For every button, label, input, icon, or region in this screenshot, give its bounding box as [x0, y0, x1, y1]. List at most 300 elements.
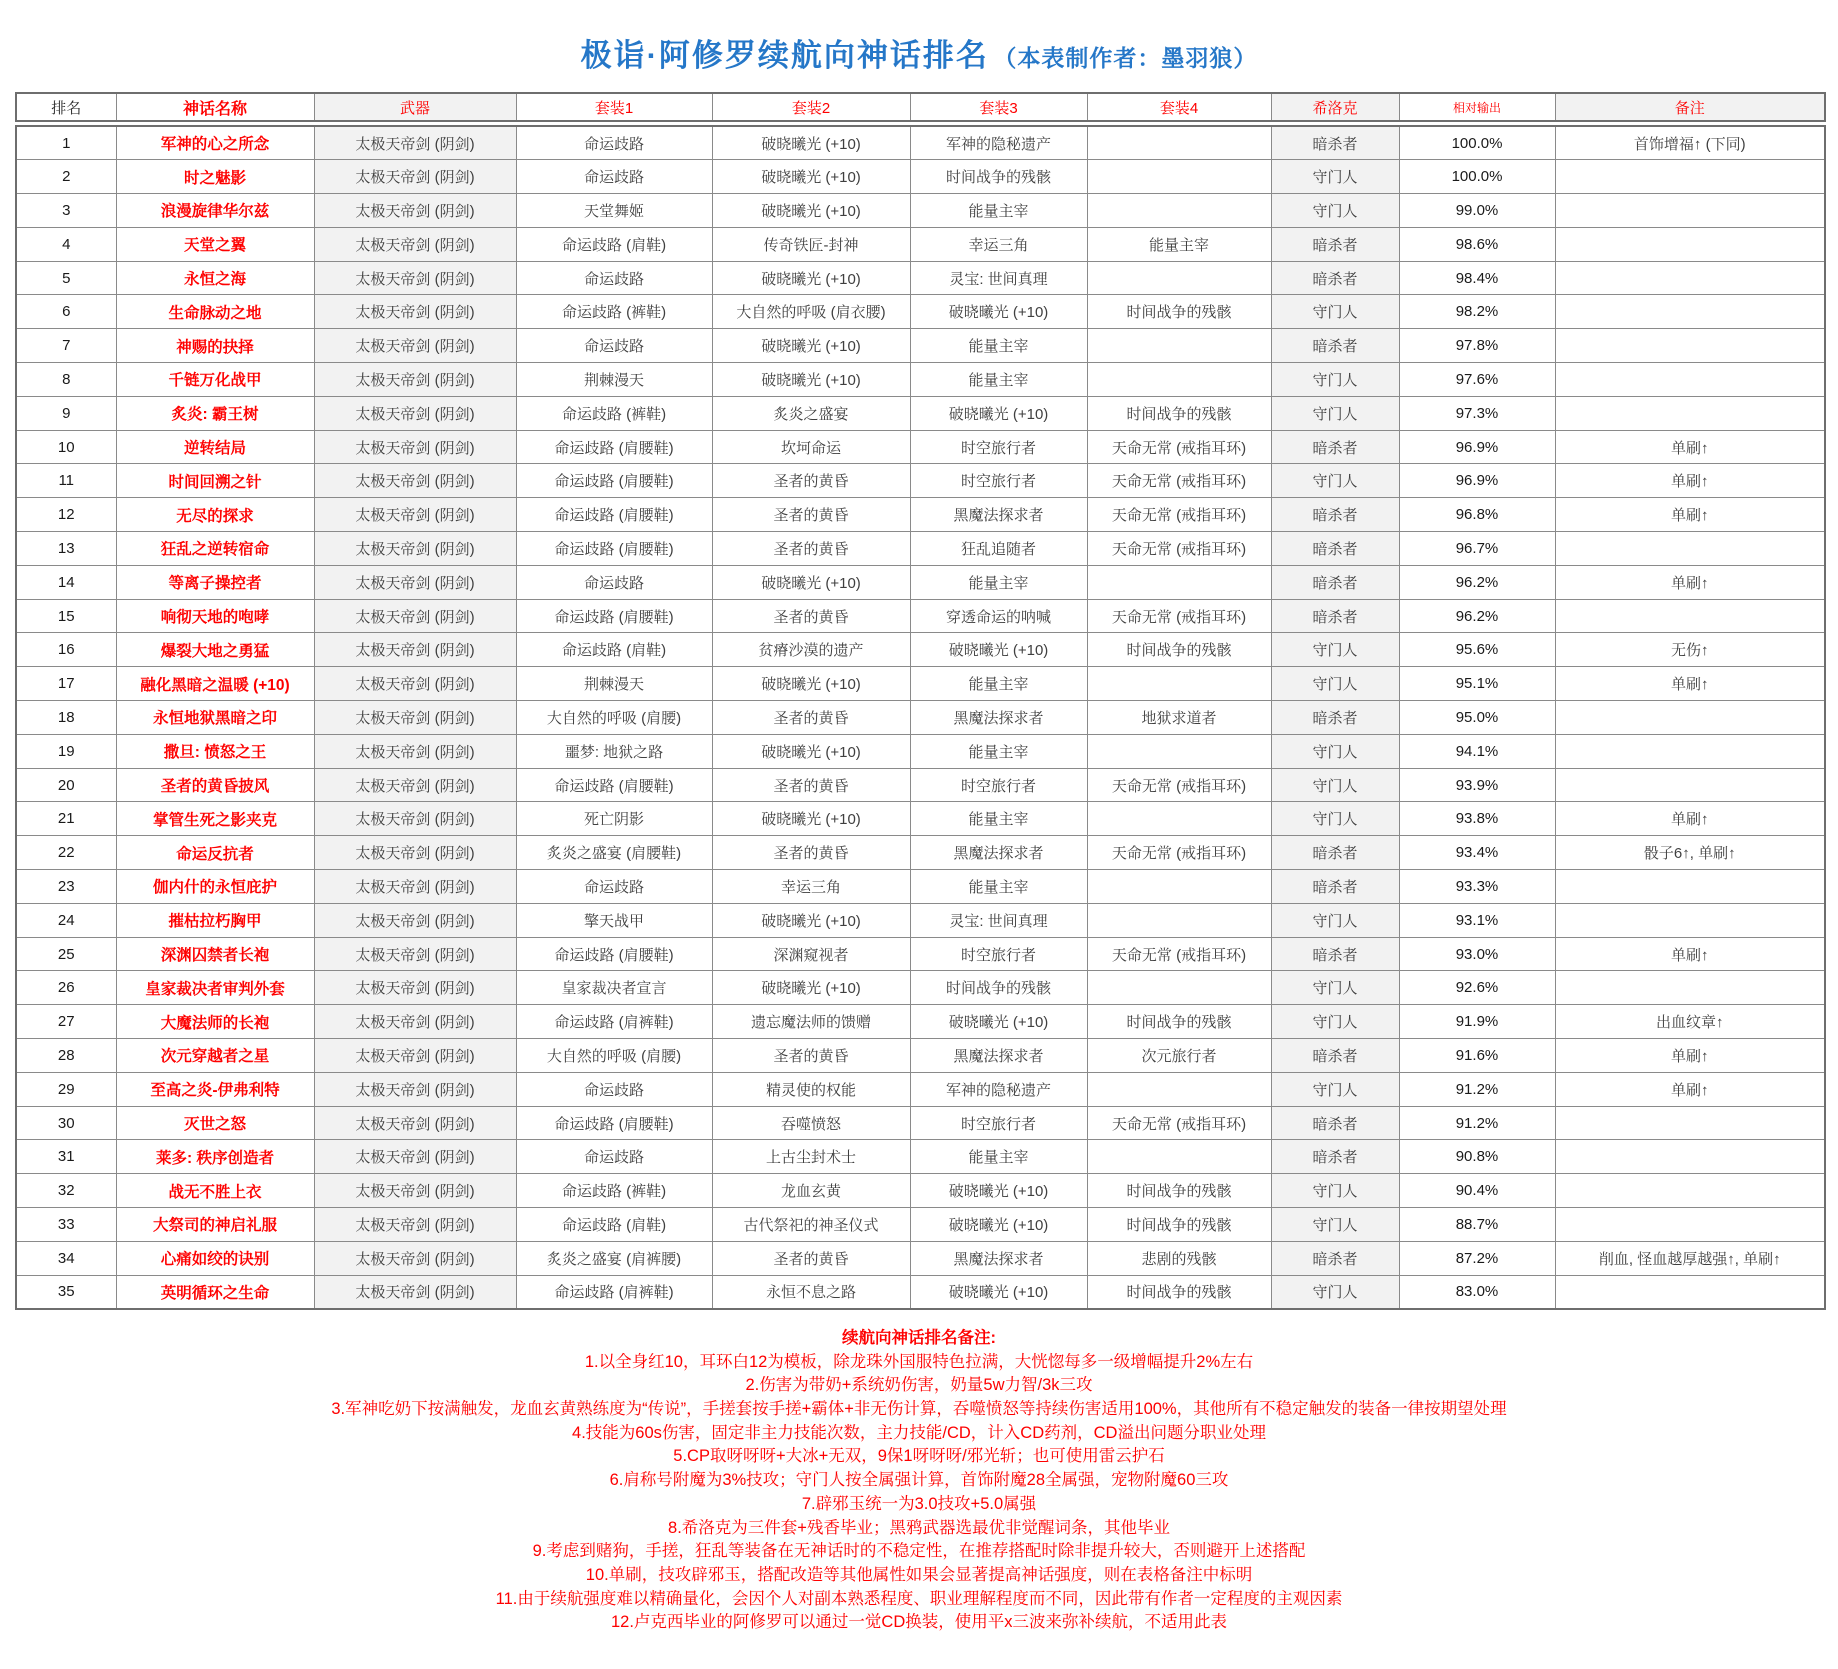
cell-set1: 皇家裁决者宣言	[516, 971, 712, 1005]
cell-weapon: 太极天帝剑 (阴剑)	[314, 498, 516, 532]
column-header-set3: 套装3	[910, 93, 1087, 121]
cell-set4: 时间战争的残骸	[1087, 295, 1271, 329]
cell-set1: 荆棘漫天	[516, 363, 712, 397]
cell-set3: 时空旅行者	[910, 1106, 1087, 1140]
table-row	[16, 295, 1825, 329]
cell-sirocco: 暗杀者	[1271, 701, 1399, 735]
cell-set1: 擎天战甲	[516, 903, 712, 937]
cell-output: 96.8%	[1399, 498, 1555, 532]
cell-set3: 时间战争的残骸	[910, 971, 1087, 1005]
cell-set3: 灵宝: 世间真理	[910, 261, 1087, 295]
column-header-name: 神话名称	[116, 93, 314, 121]
cell-output: 96.2%	[1399, 565, 1555, 599]
cell-weapon: 太极天帝剑 (阴剑)	[314, 971, 516, 1005]
cell-sirocco: 暗杀者	[1271, 1140, 1399, 1174]
table-body	[16, 126, 1825, 1309]
cell-rank: 27	[16, 1005, 116, 1039]
cell-rank: 12	[16, 498, 116, 532]
cell-set1: 命运歧路	[516, 329, 712, 363]
cell-weapon: 太极天帝剑 (阴剑)	[314, 126, 516, 160]
cell-weapon: 太极天帝剑 (阴剑)	[314, 599, 516, 633]
cell-name: 神赐的抉择	[116, 329, 314, 363]
cell-output: 87.2%	[1399, 1241, 1555, 1275]
table-row	[16, 734, 1825, 768]
cell-weapon: 太极天帝剑 (阴剑)	[314, 261, 516, 295]
cell-set3: 能量主宰	[910, 329, 1087, 363]
cell-rank: 4	[16, 227, 116, 261]
cell-sirocco: 守门人	[1271, 768, 1399, 802]
cell-note	[1555, 261, 1825, 295]
cell-sirocco: 守门人	[1271, 396, 1399, 430]
cell-output: 98.6%	[1399, 227, 1555, 261]
table-row	[16, 565, 1825, 599]
cell-set3: 黑魔法探求者	[910, 836, 1087, 870]
cell-set4: 天命无常 (戒指耳环)	[1087, 768, 1271, 802]
cell-rank: 21	[16, 802, 116, 836]
cell-name: 千链万化战甲	[116, 363, 314, 397]
cell-name: 永恒之海	[116, 261, 314, 295]
cell-set2: 精灵使的权能	[712, 1072, 910, 1106]
cell-set2: 圣者的黄昏	[712, 599, 910, 633]
cell-set3: 破晓曦光 (+10)	[910, 1174, 1087, 1208]
cell-sirocco: 守门人	[1271, 295, 1399, 329]
table-row	[16, 126, 1825, 160]
cell-name: 心痛如绞的诀别	[116, 1241, 314, 1275]
cell-note: 无伤↑	[1555, 633, 1825, 667]
cell-weapon: 太极天帝剑 (阴剑)	[314, 870, 516, 904]
cell-set3: 能量主宰	[910, 194, 1087, 228]
cell-weapon: 太极天帝剑 (阴剑)	[314, 701, 516, 735]
cell-rank: 14	[16, 565, 116, 599]
cell-output: 98.4%	[1399, 261, 1555, 295]
cell-note: 单刷↑	[1555, 430, 1825, 464]
cell-note	[1555, 971, 1825, 1005]
cell-set4	[1087, 363, 1271, 397]
cell-set1: 大自然的呼吸 (肩腰)	[516, 1039, 712, 1073]
cell-weapon: 太极天帝剑 (阴剑)	[314, 1208, 516, 1242]
cell-rank: 19	[16, 734, 116, 768]
cell-weapon: 太极天帝剑 (阴剑)	[314, 1039, 516, 1073]
ranking-table-container	[15, 92, 1824, 1310]
cell-set1: 命运歧路 (肩腰鞋)	[516, 1106, 712, 1140]
title-text: 极诣·阿修罗续航向神话排名	[580, 38, 989, 73]
cell-set1: 大自然的呼吸 (肩腰)	[516, 701, 712, 735]
cell-name: 浪漫旋律华尔兹	[116, 194, 314, 228]
table-row	[16, 667, 1825, 701]
table-row	[16, 498, 1825, 532]
cell-weapon: 太极天帝剑 (阴剑)	[314, 903, 516, 937]
cell-rank: 11	[16, 464, 116, 498]
footnote-line: 2.伤害为带奶+系统奶伤害，奶量5w力智/3k三攻	[745, 1376, 1093, 1395]
column-header-rank: 排名	[16, 93, 116, 121]
cell-set3: 破晓曦光 (+10)	[910, 1005, 1087, 1039]
cell-set1: 命运歧路 (肩鞋)	[516, 633, 712, 667]
cell-set2: 破晓曦光 (+10)	[712, 329, 910, 363]
cell-set4: 天命无常 (戒指耳环)	[1087, 937, 1271, 971]
cell-output: 96.7%	[1399, 532, 1555, 566]
footnote-line: 5.CP取呀呀呀+大冰+无双，9保1呀呀呀/邪光斩；也可使用雷云护石	[673, 1447, 1165, 1466]
cell-note	[1555, 1140, 1825, 1174]
cell-set2: 传奇铁匠-封神	[712, 227, 910, 261]
table-row	[16, 430, 1825, 464]
cell-set2: 圣者的黄昏	[712, 498, 910, 532]
cell-set2: 破晓曦光 (+10)	[712, 261, 910, 295]
cell-weapon: 太极天帝剑 (阴剑)	[314, 1241, 516, 1275]
cell-weapon: 太极天帝剑 (阴剑)	[314, 227, 516, 261]
cell-set1: 命运歧路 (肩腰鞋)	[516, 498, 712, 532]
cell-note	[1555, 1106, 1825, 1140]
cell-set4: 天命无常 (戒指耳环)	[1087, 599, 1271, 633]
table-row	[16, 1208, 1825, 1242]
cell-name: 军神的心之所念	[116, 126, 314, 160]
page-title	[0, 0, 1838, 82]
cell-note	[1555, 396, 1825, 430]
table-row	[16, 1174, 1825, 1208]
cell-sirocco: 暗杀者	[1271, 261, 1399, 295]
cell-note: 削血, 怪血越厚越强↑, 单刷↑	[1555, 1241, 1825, 1275]
cell-name: 时之魅影	[116, 160, 314, 194]
cell-set2: 破晓曦光 (+10)	[712, 971, 910, 1005]
cell-sirocco: 暗杀者	[1271, 329, 1399, 363]
cell-note	[1555, 295, 1825, 329]
cell-rank: 29	[16, 1072, 116, 1106]
cell-name: 摧枯拉朽胸甲	[116, 903, 314, 937]
cell-output: 95.0%	[1399, 701, 1555, 735]
cell-name: 无尽的探求	[116, 498, 314, 532]
cell-set2: 古代祭祀的神圣仪式	[712, 1208, 910, 1242]
cell-weapon: 太极天帝剑 (阴剑)	[314, 160, 516, 194]
cell-set4: 地狱求道者	[1087, 701, 1271, 735]
table-row	[16, 971, 1825, 1005]
cell-set4	[1087, 903, 1271, 937]
cell-set2: 龙血玄黄	[712, 1174, 910, 1208]
cell-set1: 命运歧路 (裤鞋)	[516, 295, 712, 329]
cell-set4: 时间战争的残骸	[1087, 396, 1271, 430]
cell-note	[1555, 160, 1825, 194]
table-row	[16, 1106, 1825, 1140]
cell-set4: 天命无常 (戒指耳环)	[1087, 1106, 1271, 1140]
cell-note	[1555, 1174, 1825, 1208]
cell-set4	[1087, 1072, 1271, 1106]
cell-weapon: 太极天帝剑 (阴剑)	[314, 667, 516, 701]
cell-rank: 5	[16, 261, 116, 295]
cell-weapon: 太极天帝剑 (阴剑)	[314, 430, 516, 464]
cell-set2: 破晓曦光 (+10)	[712, 126, 910, 160]
cell-output: 95.6%	[1399, 633, 1555, 667]
cell-set3: 幸运三角	[910, 227, 1087, 261]
cell-set3: 能量主宰	[910, 734, 1087, 768]
cell-set1: 命运歧路 (肩裤鞋)	[516, 1275, 712, 1309]
ranking-table	[15, 125, 1826, 1310]
cell-note: 单刷↑	[1555, 565, 1825, 599]
cell-set4	[1087, 971, 1271, 1005]
cell-output: 93.0%	[1399, 937, 1555, 971]
table-row	[16, 329, 1825, 363]
cell-sirocco: 守门人	[1271, 903, 1399, 937]
cell-output: 97.8%	[1399, 329, 1555, 363]
cell-set2: 圣者的黄昏	[712, 464, 910, 498]
table-row	[16, 870, 1825, 904]
cell-rank: 17	[16, 667, 116, 701]
table-row	[16, 261, 1825, 295]
cell-rank: 2	[16, 160, 116, 194]
footnote-line: 9.考虑到赌狗，手搓，狂乱等装备在无神话时的不稳定性，在推荐搭配时除非提升较大，否则避开上述搭配	[532, 1542, 1306, 1561]
cell-set2: 圣者的黄昏	[712, 532, 910, 566]
cell-set1: 命运歧路	[516, 160, 712, 194]
cell-sirocco: 守门人	[1271, 667, 1399, 701]
cell-output: 95.1%	[1399, 667, 1555, 701]
cell-set4	[1087, 565, 1271, 599]
cell-set3: 时空旅行者	[910, 768, 1087, 802]
cell-set3: 时空旅行者	[910, 464, 1087, 498]
cell-output: 98.2%	[1399, 295, 1555, 329]
cell-weapon: 太极天帝剑 (阴剑)	[314, 532, 516, 566]
cell-set3: 黑魔法探求者	[910, 1039, 1087, 1073]
cell-set3: 黑魔法探求者	[910, 498, 1087, 532]
column-header-sirocco: 希洛克	[1271, 93, 1399, 121]
cell-set1: 命运歧路 (肩鞋)	[516, 1208, 712, 1242]
table-row	[16, 194, 1825, 228]
cell-set4: 悲剧的残骸	[1087, 1241, 1271, 1275]
cell-name: 圣者的黄昏披风	[116, 768, 314, 802]
cell-rank: 15	[16, 599, 116, 633]
cell-set3: 能量主宰	[910, 667, 1087, 701]
cell-weapon: 太极天帝剑 (阴剑)	[314, 329, 516, 363]
column-header-set4: 套装4	[1087, 93, 1271, 121]
cell-set1: 天堂舞姬	[516, 194, 712, 228]
cell-output: 83.0%	[1399, 1275, 1555, 1309]
cell-note: 单刷↑	[1555, 1072, 1825, 1106]
footnote-line: 6.肩称号附魔为3%技攻；守门人按全属强计算，首饰附魔28全属强，宠物附魔60三攻	[609, 1471, 1229, 1490]
cell-output: 99.0%	[1399, 194, 1555, 228]
cell-sirocco: 守门人	[1271, 464, 1399, 498]
cell-note	[1555, 1208, 1825, 1242]
cell-sirocco: 守门人	[1271, 194, 1399, 228]
cell-set4	[1087, 126, 1271, 160]
cell-output: 93.1%	[1399, 903, 1555, 937]
cell-name: 英明循环之生命	[116, 1275, 314, 1309]
cell-output: 91.2%	[1399, 1106, 1555, 1140]
cell-set2: 永恒不息之路	[712, 1275, 910, 1309]
cell-weapon: 太极天帝剑 (阴剑)	[314, 1174, 516, 1208]
cell-name: 命运反抗者	[116, 836, 314, 870]
footnotes	[0, 1327, 1838, 1635]
table-row	[16, 160, 1825, 194]
cell-set3: 能量主宰	[910, 565, 1087, 599]
cell-output: 92.6%	[1399, 971, 1555, 1005]
cell-output: 88.7%	[1399, 1208, 1555, 1242]
cell-output: 96.9%	[1399, 430, 1555, 464]
cell-sirocco: 暗杀者	[1271, 599, 1399, 633]
cell-rank: 30	[16, 1106, 116, 1140]
cell-set1: 炙炎之盛宴 (肩裤腰)	[516, 1241, 712, 1275]
cell-set1: 命运歧路 (裤鞋)	[516, 396, 712, 430]
cell-output: 96.2%	[1399, 599, 1555, 633]
cell-set3: 破晓曦光 (+10)	[910, 633, 1087, 667]
cell-sirocco: 暗杀者	[1271, 1241, 1399, 1275]
cell-set3: 军神的隐秘遗产	[910, 1072, 1087, 1106]
cell-set2: 破晓曦光 (+10)	[712, 194, 910, 228]
cell-name: 逆转结局	[116, 430, 314, 464]
cell-name: 至高之炎-伊弗利特	[116, 1072, 314, 1106]
cell-set4: 天命无常 (戒指耳环)	[1087, 430, 1271, 464]
cell-set3: 时空旅行者	[910, 937, 1087, 971]
cell-weapon: 太极天帝剑 (阴剑)	[314, 734, 516, 768]
cell-weapon: 太极天帝剑 (阴剑)	[314, 565, 516, 599]
cell-set2: 幸运三角	[712, 870, 910, 904]
cell-set3: 穿透命运的呐喊	[910, 599, 1087, 633]
cell-set1: 命运歧路 (裤鞋)	[516, 1174, 712, 1208]
cell-set3: 破晓曦光 (+10)	[910, 396, 1087, 430]
cell-rank: 8	[16, 363, 116, 397]
table-row	[16, 768, 1825, 802]
cell-sirocco: 暗杀者	[1271, 565, 1399, 599]
cell-set1: 命运歧路	[516, 870, 712, 904]
cell-rank: 3	[16, 194, 116, 228]
cell-rank: 25	[16, 937, 116, 971]
cell-set2: 贫瘠沙漠的遗产	[712, 633, 910, 667]
cell-rank: 16	[16, 633, 116, 667]
column-header-output: 相对输出	[1399, 93, 1555, 121]
cell-set2: 炙炎之盛宴	[712, 396, 910, 430]
cell-weapon: 太极天帝剑 (阴剑)	[314, 1140, 516, 1174]
cell-note	[1555, 599, 1825, 633]
cell-sirocco: 暗杀者	[1271, 227, 1399, 261]
cell-note: 单刷↑	[1555, 667, 1825, 701]
cell-note: 单刷↑	[1555, 802, 1825, 836]
cell-note: 单刷↑	[1555, 464, 1825, 498]
footnote-line: 8.希洛克为三件套+残香毕业；黑鸦武器选最优非觉醒词条，其他毕业	[668, 1518, 1170, 1537]
cell-output: 93.4%	[1399, 836, 1555, 870]
cell-rank: 9	[16, 396, 116, 430]
footnote-line: 11.由于续航强度难以精确量化，会因个人对副本熟悉程度、职业理解程度而不同，因此带有作者一定程度的主观因素	[495, 1589, 1343, 1608]
cell-weapon: 太极天帝剑 (阴剑)	[314, 1072, 516, 1106]
cell-set1: 命运歧路 (肩腰鞋)	[516, 768, 712, 802]
cell-set1: 炙炎之盛宴 (肩腰鞋)	[516, 836, 712, 870]
cell-name: 灭世之怒	[116, 1106, 314, 1140]
table-row	[16, 701, 1825, 735]
cell-note	[1555, 329, 1825, 363]
cell-set2: 圣者的黄昏	[712, 1039, 910, 1073]
cell-set1: 命运歧路	[516, 126, 712, 160]
cell-name: 撒旦: 愤怒之王	[116, 734, 314, 768]
cell-note: 出血纹章↑	[1555, 1005, 1825, 1039]
cell-name: 狂乱之逆转宿命	[116, 532, 314, 566]
cell-set4: 天命无常 (戒指耳环)	[1087, 532, 1271, 566]
cell-sirocco: 守门人	[1271, 1005, 1399, 1039]
cell-output: 100.0%	[1399, 160, 1555, 194]
cell-sirocco: 暗杀者	[1271, 430, 1399, 464]
cell-set4	[1087, 160, 1271, 194]
cell-sirocco: 暗杀者	[1271, 1106, 1399, 1140]
cell-note	[1555, 768, 1825, 802]
table-row	[16, 1072, 1825, 1106]
cell-set2: 坎坷命运	[712, 430, 910, 464]
cell-set3: 能量主宰	[910, 1140, 1087, 1174]
cell-weapon: 太极天帝剑 (阴剑)	[314, 194, 516, 228]
cell-output: 94.1%	[1399, 734, 1555, 768]
cell-set4	[1087, 261, 1271, 295]
cell-set4: 时间战争的残骸	[1087, 1005, 1271, 1039]
cell-set2: 圣者的黄昏	[712, 836, 910, 870]
cell-sirocco: 暗杀者	[1271, 532, 1399, 566]
cell-set3: 能量主宰	[910, 802, 1087, 836]
cell-set4	[1087, 802, 1271, 836]
cell-rank: 31	[16, 1140, 116, 1174]
cell-note	[1555, 532, 1825, 566]
cell-sirocco: 暗杀者	[1271, 870, 1399, 904]
cell-output: 97.6%	[1399, 363, 1555, 397]
cell-name: 响彻天地的咆哮	[116, 599, 314, 633]
cell-set2: 深渊窥视者	[712, 937, 910, 971]
cell-name: 战无不胜上衣	[116, 1174, 314, 1208]
cell-set3: 时间战争的残骸	[910, 160, 1087, 194]
cell-set3: 破晓曦光 (+10)	[910, 1275, 1087, 1309]
cell-set3: 能量主宰	[910, 363, 1087, 397]
cell-output: 90.8%	[1399, 1140, 1555, 1174]
table-row	[16, 464, 1825, 498]
cell-set2: 破晓曦光 (+10)	[712, 565, 910, 599]
cell-rank: 33	[16, 1208, 116, 1242]
cell-weapon: 太极天帝剑 (阴剑)	[314, 295, 516, 329]
cell-sirocco: 守门人	[1271, 734, 1399, 768]
cell-weapon: 太极天帝剑 (阴剑)	[314, 363, 516, 397]
cell-set4: 时间战争的残骸	[1087, 1174, 1271, 1208]
cell-set3: 破晓曦光 (+10)	[910, 1208, 1087, 1242]
cell-sirocco: 暗杀者	[1271, 937, 1399, 971]
cell-weapon: 太极天帝剑 (阴剑)	[314, 1005, 516, 1039]
table-row	[16, 937, 1825, 971]
cell-set2: 破晓曦光 (+10)	[712, 160, 910, 194]
cell-set1: 命运歧路 (肩腰鞋)	[516, 532, 712, 566]
cell-rank: 20	[16, 768, 116, 802]
cell-name: 伽内什的永恒庇护	[116, 870, 314, 904]
cell-sirocco: 守门人	[1271, 971, 1399, 1005]
cell-note	[1555, 734, 1825, 768]
cell-rank: 18	[16, 701, 116, 735]
cell-name: 永恒地狱黑暗之印	[116, 701, 314, 735]
cell-set2: 圣者的黄昏	[712, 701, 910, 735]
table-row	[16, 903, 1825, 937]
cell-name: 次元穿越者之星	[116, 1039, 314, 1073]
cell-set1: 命运歧路 (肩腰鞋)	[516, 599, 712, 633]
cell-weapon: 太极天帝剑 (阴剑)	[314, 768, 516, 802]
cell-sirocco: 暗杀者	[1271, 498, 1399, 532]
cell-weapon: 太极天帝剑 (阴剑)	[314, 1106, 516, 1140]
cell-weapon: 太极天帝剑 (阴剑)	[314, 1275, 516, 1309]
cell-output: 93.3%	[1399, 870, 1555, 904]
cell-weapon: 太极天帝剑 (阴剑)	[314, 802, 516, 836]
table-row	[16, 1005, 1825, 1039]
cell-sirocco: 守门人	[1271, 1072, 1399, 1106]
cell-output: 91.9%	[1399, 1005, 1555, 1039]
table-row	[16, 227, 1825, 261]
footnotes-lines	[0, 1351, 1838, 1635]
cell-note	[1555, 903, 1825, 937]
cell-name: 莱多: 秩序创造者	[116, 1140, 314, 1174]
cell-name: 深渊囚禁者长袍	[116, 937, 314, 971]
cell-name: 时间回溯之针	[116, 464, 314, 498]
cell-set1: 死亡阴影	[516, 802, 712, 836]
cell-note: 骰子6↑, 单刷↑	[1555, 836, 1825, 870]
cell-note	[1555, 194, 1825, 228]
cell-weapon: 太极天帝剑 (阴剑)	[314, 937, 516, 971]
cell-set4: 时间战争的残骸	[1087, 1208, 1271, 1242]
cell-rank: 34	[16, 1241, 116, 1275]
cell-set1: 命运歧路 (肩裤鞋)	[516, 1005, 712, 1039]
cell-sirocco: 暗杀者	[1271, 1039, 1399, 1073]
cell-name: 皇家裁决者审判外套	[116, 971, 314, 1005]
